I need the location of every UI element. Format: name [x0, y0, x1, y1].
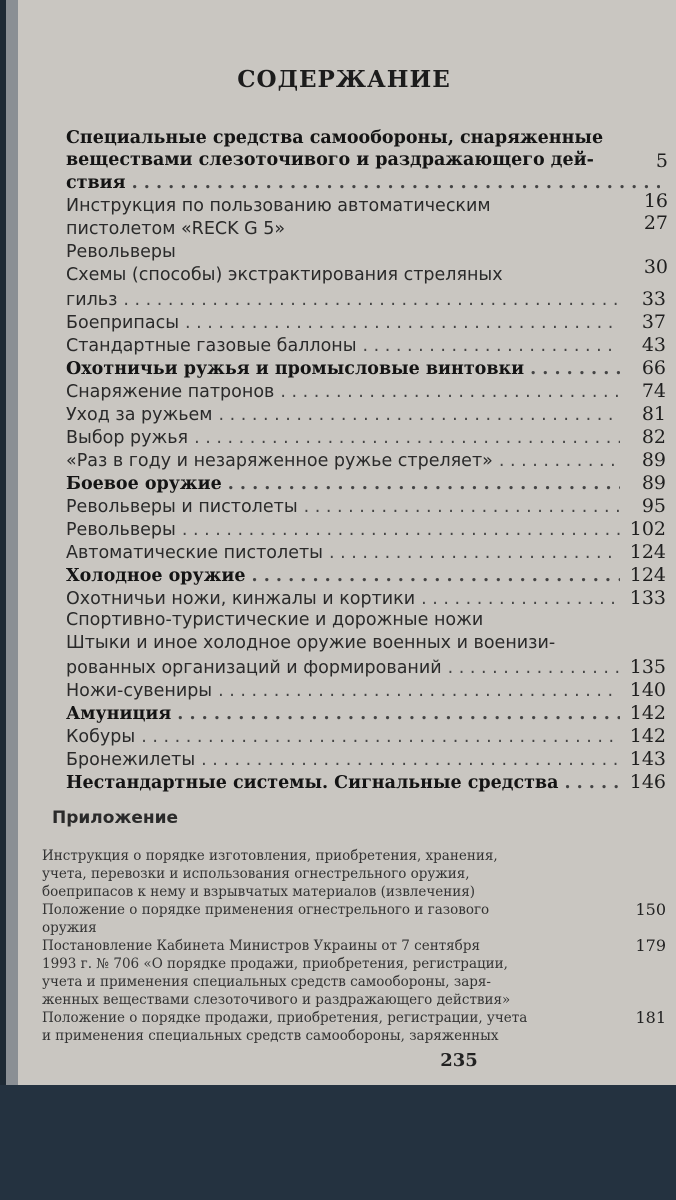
toc-line — [66, 288, 666, 310]
toc-line — [66, 541, 666, 563]
toc-line — [66, 334, 666, 356]
toc-page-number: 95 — [641, 495, 666, 517]
toc-leader-dots — [564, 773, 620, 793]
toc-page-number: 142 — [629, 702, 666, 724]
toc-leader-dots — [141, 727, 620, 747]
toc-line — [66, 564, 666, 586]
appendix-page-number: 179 — [635, 936, 666, 955]
toc-leader-dots — [304, 497, 620, 517]
toc-line — [66, 771, 666, 793]
toc-page-number: 66 — [641, 357, 666, 379]
book-spine — [6, 0, 18, 1085]
appendix-line: боеприпасов к нему и взрывчатых материалов (извлечения) — [42, 884, 476, 900]
toc-leader-dots — [421, 589, 620, 609]
toc-line — [66, 357, 666, 379]
toc-text: Боеприпасы — [66, 313, 180, 333]
appendix-page-number: 150 — [635, 900, 666, 919]
toc-text: Боевое оружие — [66, 474, 222, 494]
toc-page-number: 133 — [629, 587, 666, 609]
toc-line: Схемы (способы) экстрактирования стреляных — [66, 265, 503, 285]
book-page — [6, 0, 676, 1085]
toc-line: веществами слезоточивого и раздражающего дей- — [66, 150, 594, 170]
toc-page-number: 102 — [629, 518, 666, 540]
toc-text: Амуниция — [66, 704, 172, 724]
toc-text: Бронежилеты — [66, 750, 196, 770]
toc-page-number: 33 — [641, 288, 666, 310]
toc-page-number: 30 — [643, 256, 668, 278]
toc-leader-dots — [499, 451, 620, 471]
toc-text: Револьверы и пистолеты — [66, 497, 298, 517]
toc-leader-dots — [218, 681, 620, 701]
toc-leader-dots — [219, 405, 621, 425]
toc-text: Револьверы — [66, 520, 176, 540]
toc-text: Автоматические пистолеты — [66, 543, 323, 563]
toc-line — [66, 518, 666, 540]
toc-line — [66, 679, 666, 701]
toc-leader-dots — [182, 520, 620, 540]
appendix-line: Положение о порядке применения огнестрельного и газового — [42, 902, 490, 918]
toc-text: «Раз в году и незаряженное ружье стреляет» — [66, 451, 493, 471]
toc-leader-dots — [329, 543, 620, 563]
toc-text: Охотничьи ружья и промысловые винтовки — [66, 359, 525, 379]
appendix-line: оружия — [42, 920, 97, 936]
toc-text: рованных организаций и формирований — [66, 658, 442, 678]
toc-text: ствия — [66, 173, 126, 193]
toc-line: Инструкция по пользованию автоматическим — [66, 196, 491, 216]
toc-leader-dots — [194, 428, 620, 448]
toc-text: Нестандартные системы. Сигнальные средства — [66, 773, 559, 793]
page-number: 235 — [440, 1050, 478, 1071]
toc-leader-dots — [252, 566, 620, 586]
toc-text: Уход за ружьем — [66, 405, 213, 425]
toc-leader-dots — [123, 290, 620, 310]
appendix-line: учета, перевозки и использования огнестрельного оружия, — [42, 866, 470, 882]
toc-page-number: 143 — [629, 748, 666, 770]
toc-line: пистолетом «RECK G 5» — [66, 219, 286, 239]
toc-page-number: 89 — [641, 472, 666, 494]
toc-text: Выбор ружья — [66, 428, 189, 448]
toc-line: Штыки и иное холодное оружие военных и военизи- — [66, 633, 556, 653]
toc-text: гильз — [66, 290, 118, 310]
toc-leader-dots — [448, 658, 620, 678]
toc-leader-dots — [132, 173, 660, 193]
toc-line: Спортивно-туристические и дорожные ножи — [66, 610, 484, 630]
toc-leader-dots — [201, 750, 620, 770]
toc-page-number: 140 — [629, 679, 666, 701]
toc-text: Снаряжение патронов — [66, 382, 275, 402]
toc-leader-dots — [363, 336, 620, 356]
toc-line — [66, 656, 666, 678]
toc-page-number: 82 — [641, 426, 666, 448]
book-bottom-edge — [0, 1085, 676, 1200]
appendix-title: Приложение — [52, 808, 179, 828]
toc-page-number: 124 — [629, 541, 666, 563]
toc-line — [66, 403, 666, 425]
toc-line — [66, 472, 666, 494]
toc-page-number: 146 — [629, 771, 666, 793]
toc-text: Холодное оружие — [66, 566, 246, 586]
toc-line: Револьверы — [66, 242, 176, 262]
toc-line — [66, 311, 666, 333]
appendix-line: 1993 г. № 706 «О порядке продажи, приобретения, регистрации, — [42, 956, 508, 972]
toc-line — [66, 587, 666, 609]
toc-page-number: 81 — [641, 403, 666, 425]
toc-page-number: 16 — [643, 190, 668, 212]
toc-line — [66, 380, 666, 402]
toc-page-number: 43 — [641, 334, 666, 356]
toc-leader-dots — [177, 704, 620, 724]
appendix-line: Положение о порядке продажи, приобретения, регистрации, учета — [42, 1010, 528, 1026]
toc-text: Стандартные газовые баллоны — [66, 336, 357, 356]
toc-page-number: 124 — [629, 564, 666, 586]
toc-leader-dots — [280, 382, 620, 402]
toc-page-number: 37 — [641, 311, 666, 333]
toc-page-number: 135 — [629, 656, 666, 678]
toc-line: Специальные средства самообороны, снаряженные — [66, 128, 604, 148]
toc-line — [66, 173, 666, 193]
toc-page-number: 142 — [629, 725, 666, 747]
toc-page-number: 27 — [643, 212, 668, 234]
appendix-line: Постановление Кабинета Министров Украины от 7 сентября — [42, 938, 480, 954]
appendix-line: учета и применения специальных средств самообороны, заря- — [42, 974, 491, 990]
appendix-line: Инструкция о порядке изготовления, приобретения, хранения, — [42, 848, 498, 864]
toc-line — [66, 748, 666, 770]
toc-line — [66, 426, 666, 448]
toc-leader-dots — [185, 313, 620, 333]
toc-text: Ножи-сувениры — [66, 681, 213, 701]
toc-page-number: 5 — [655, 150, 668, 172]
toc-line — [66, 495, 666, 517]
toc-line — [66, 702, 666, 724]
toc-text: Охотничьи ножи, кинжалы и кортики — [66, 589, 416, 609]
toc-page-number: 89 — [641, 449, 666, 471]
appendix-line: и применения специальных средств самообороны, заряженных — [42, 1028, 499, 1044]
page-title: СОДЕРЖАНИЕ — [237, 66, 451, 93]
toc-leader-dots — [530, 359, 620, 379]
toc-page-number: 74 — [641, 380, 666, 402]
toc-leader-dots — [228, 474, 620, 494]
appendix-line: женных веществами слезоточивого и раздражающего действия» — [42, 992, 511, 1008]
toc-text: Кобуры — [66, 727, 136, 747]
appendix-page-number: 181 — [635, 1008, 666, 1027]
toc-line — [66, 449, 666, 471]
toc-line — [66, 725, 666, 747]
